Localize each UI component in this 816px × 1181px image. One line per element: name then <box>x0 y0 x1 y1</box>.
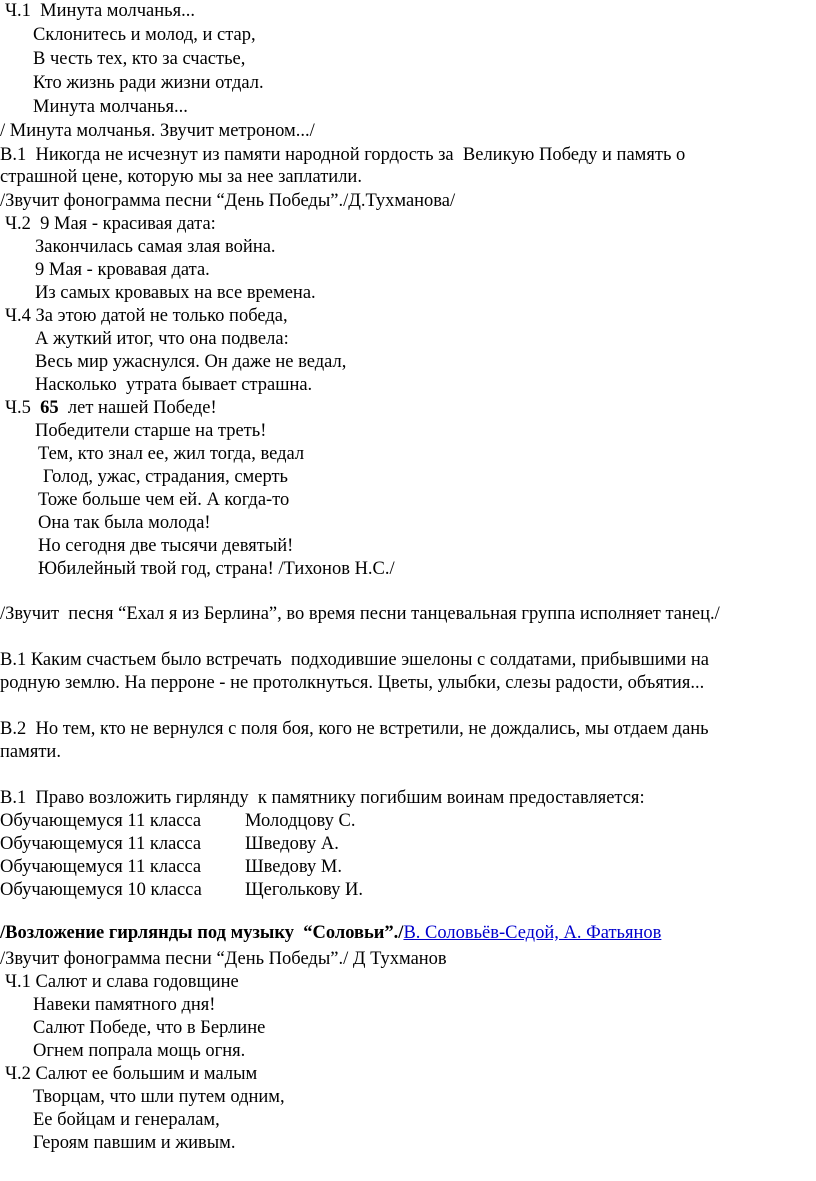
text-line: Юбилейный твой год, страна! /Тихонов Н.С./ <box>38 559 395 579</box>
text-line: / Минута молчанья. Звучит метроном.../ <box>0 121 315 141</box>
text-line: Из самых кровавых на все времена. <box>35 283 316 303</box>
text-line: В.1 Никогда не исчезнут из памяти народной гордость за Великую Победу и память о <box>0 145 686 165</box>
text-line <box>5 397 217 419</box>
text-line: 9 Мая - кровавая дата. <box>35 260 210 280</box>
text-line: Весь мир ужаснулся. Он даже не ведал, <box>35 352 347 372</box>
student-name: Молодцову С. <box>245 811 356 831</box>
text-line: Ч.1 Минута молчанья... <box>5 1 195 21</box>
text-line: Ч.2 Салют ее большим и малым <box>5 1064 258 1084</box>
text-line: Ч.1 Салют и слава годовщине <box>5 972 239 992</box>
text-line: Тоже больше чем ей. А когда-то <box>38 490 290 510</box>
student-name: Шведову М. <box>245 857 342 877</box>
text-line: Победители старше на треть! <box>35 421 267 441</box>
text-line: Она так была молода! <box>38 513 211 533</box>
text-line: Насколько утрата бывает страшна. <box>35 375 313 395</box>
text-line: Закончилась самая злая война. <box>35 237 276 257</box>
text-line: Героям павшим и живым. <box>33 1133 236 1153</box>
text-line: Салют Победе, что в Берлине <box>33 1018 266 1038</box>
anniversary-number: 65 <box>40 398 59 418</box>
text-line: Ч.2 9 Мая - красивая дата: <box>5 214 216 234</box>
text-line: В.1 Право возложить гирлянду к памятнику погибшим воинам предоставляется: <box>0 788 645 808</box>
text-line: Кто жизнь ради жизни отдал. <box>33 73 264 93</box>
text-line: /Звучит фонограмма песни “День Победы”./Д.Тухманова/ <box>0 191 456 211</box>
text-line: Творцам, что шли путем одним, <box>33 1087 285 1107</box>
text-line: Склонитесь и молод, и стар, <box>33 25 256 45</box>
text-line: родную землю. На перроне - не протолкнуться. Цветы, улыбки, слезы радости, объятия... <box>0 673 705 693</box>
text-line: /Звучит фонограмма песни “День Победы”./ Д Тухманов <box>0 949 447 969</box>
text-line: страшной цене, которую мы за нее заплатили. <box>0 167 362 187</box>
text-line: В.1 Каким счастьем было встречать подходившие эшелоны с солдатами, прибывшими на <box>0 650 709 670</box>
garland-caption: /Возложение гирлянды под музыку “Соловьи”./ <box>0 923 404 943</box>
line-prefix: Ч.5 <box>5 398 41 418</box>
text-line: Тем, кто знал ее, жил тогда, ведал <box>38 444 305 464</box>
student-class: Обучающемуся 11 класса <box>0 857 202 877</box>
text-line: Навеки памятного дня! <box>33 995 216 1015</box>
text-line: Ее бойцам и генералам, <box>33 1110 220 1130</box>
student-class: Обучающемуся 11 класса <box>0 834 202 854</box>
student-name: Шведову А. <box>245 834 339 854</box>
text-line <box>0 922 661 944</box>
student-class: Обучающемуся 10 класса <box>0 880 202 900</box>
text-line: В.2 Но тем, кто не вернулся с поля боя, кого не встретили, не дождались, мы отдаем дань <box>0 719 709 739</box>
student-name: Щеголькову И. <box>245 880 363 900</box>
student-class: Обучающемуся 11 класса <box>0 811 202 831</box>
text-line: Голод, ужас, страдания, смерть <box>43 467 288 487</box>
text-line: Минута молчанья... <box>33 97 188 117</box>
text-line: В честь тех, кто за счастье, <box>33 49 246 69</box>
text-line: Но сегодня две тысячи девятый! <box>38 536 294 556</box>
text-line: Огнем попрала мощь огня. <box>33 1041 246 1061</box>
text-line: памяти. <box>0 742 61 762</box>
text-line: Ч.4 За этою датой не только победа, <box>5 306 288 326</box>
line-suffix: лет нашей Победе! <box>58 398 217 418</box>
composer-link[interactable]: В. Соловьёв-Седой, А. Фатьянов <box>403 923 662 943</box>
text-line: А жуткий итог, что она подвела: <box>35 329 289 349</box>
text-line: /Звучит песня “Ехал я из Берлина”, во время песни танцевальная группа исполняет танец./ <box>0 604 720 624</box>
